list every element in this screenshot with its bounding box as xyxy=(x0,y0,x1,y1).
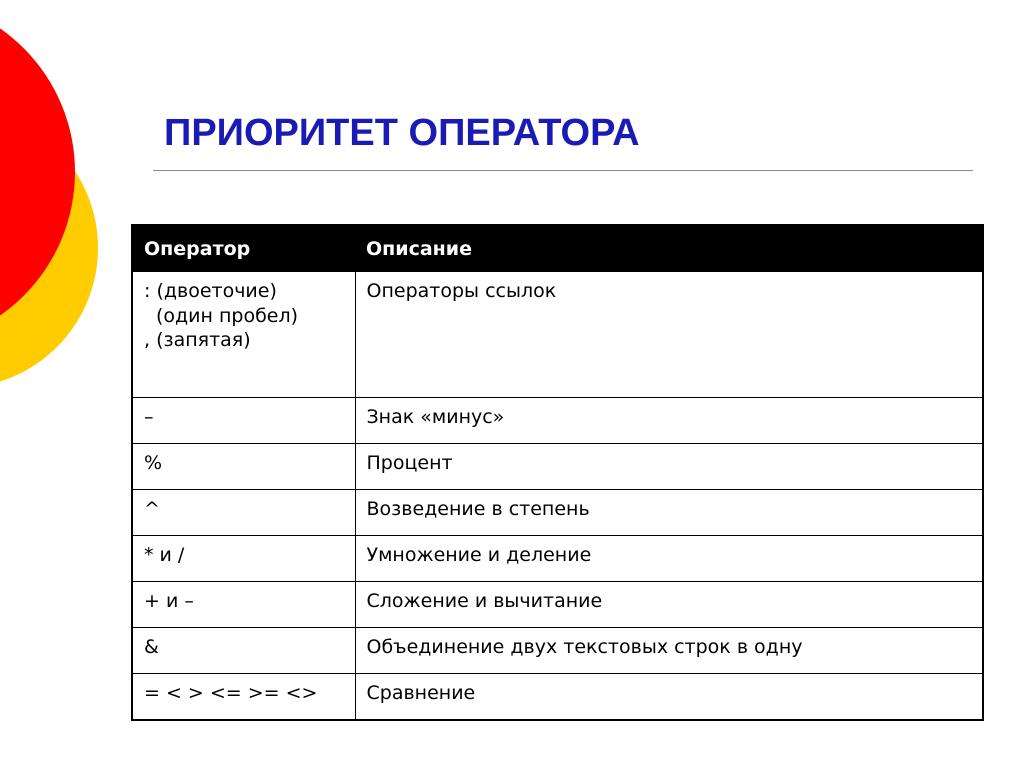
slide-title: ПРИОРИТЕТ ОПЕРАТОРА xyxy=(164,112,640,154)
operator-cell: * и / xyxy=(132,536,355,582)
operator-cell: & xyxy=(132,628,355,674)
table-row xyxy=(132,272,983,398)
operator-line: , (запятая) xyxy=(144,329,251,352)
table-row xyxy=(132,490,983,536)
title-divider xyxy=(153,170,973,171)
table-row xyxy=(132,444,983,490)
table-row xyxy=(132,582,983,628)
description-cell: Процент xyxy=(355,444,983,490)
description-cell: Знак «минус» xyxy=(355,398,983,444)
header-operator: Оператор xyxy=(132,225,355,272)
operator-cell: + и – xyxy=(132,582,355,628)
operator-cell: % xyxy=(132,444,355,490)
description-cell: Сравнение xyxy=(355,674,983,721)
table-row xyxy=(132,674,983,721)
description-cell: Операторы ссылок xyxy=(355,272,983,398)
operator-cell: = < > <= >= <> xyxy=(132,674,355,721)
table-row xyxy=(132,536,983,582)
operator-cell xyxy=(132,272,355,398)
operator-cell: ^ xyxy=(132,490,355,536)
operator-line: (один пробел) xyxy=(156,304,299,327)
operator-precedence-table xyxy=(131,224,984,721)
operator-cell: – xyxy=(132,398,355,444)
table-row xyxy=(132,398,983,444)
description-cell: Сложение и вычитание xyxy=(355,582,983,628)
table-row xyxy=(132,628,983,674)
decorative-circles xyxy=(0,0,110,420)
operator-line: : (двоеточие) xyxy=(144,280,277,302)
header-description: Описание xyxy=(355,225,983,272)
table-header-row xyxy=(132,225,983,272)
description-cell: Объединение двух текстовых строк в одну xyxy=(355,628,983,674)
description-cell: Возведение в степень xyxy=(355,490,983,536)
description-cell: Умножение и деление xyxy=(355,536,983,582)
